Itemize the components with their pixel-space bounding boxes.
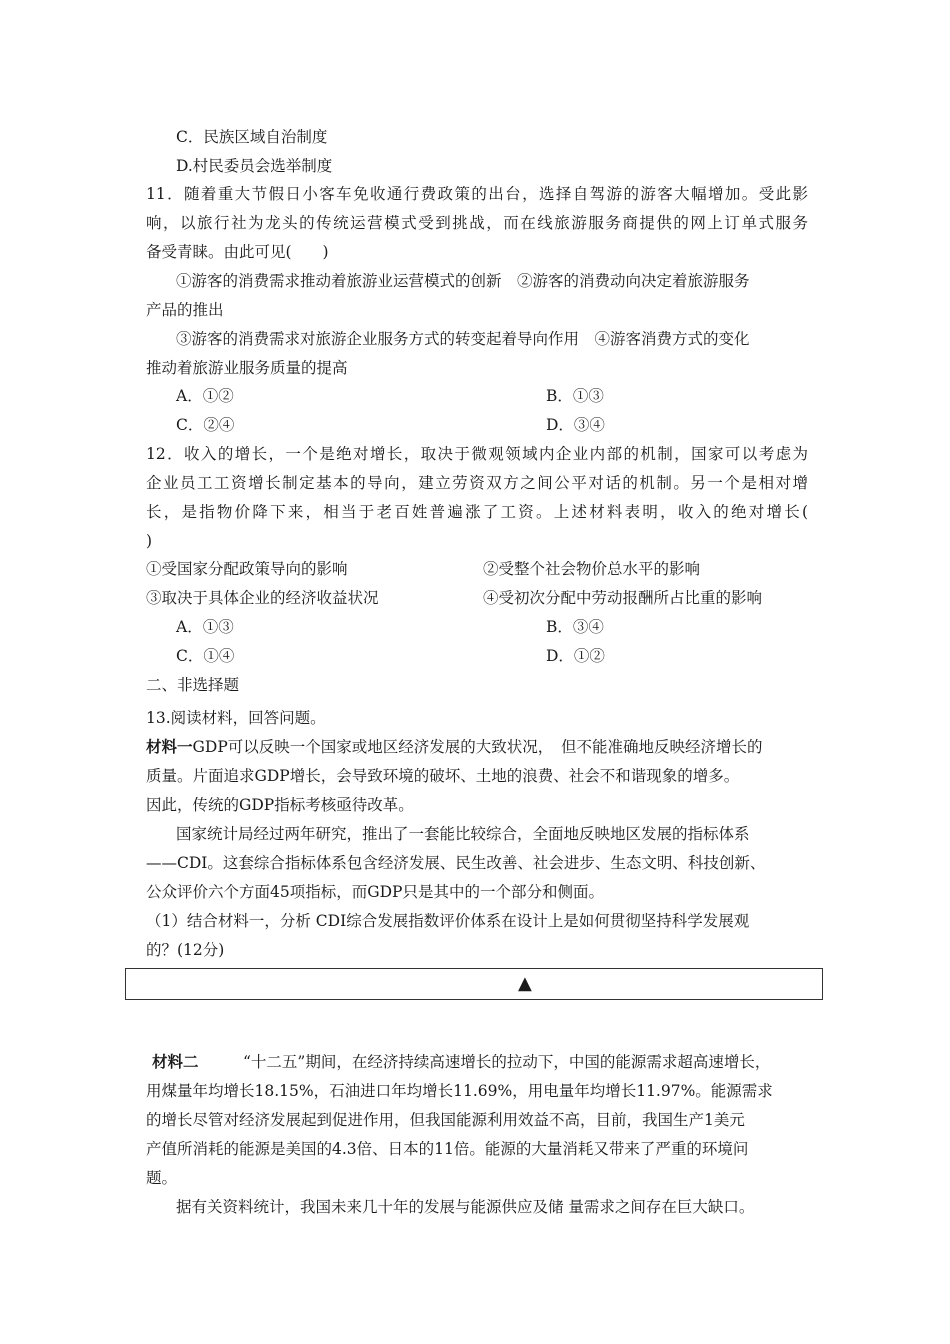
q13-material-2-line-2: 用煤量年均增长18.15%，石油进口年均增长11.69%，用电量年均增长11.97%。能源需求 xyxy=(146,1082,773,1100)
q10-option-d: D.村民委员会选举制度 xyxy=(176,157,333,175)
answer-marker-icon: ▲ xyxy=(518,973,532,994)
q13-material-2-line-5: 题。 xyxy=(146,1169,178,1187)
q11-stem-line-3: 备受青睐。由此可见( ) xyxy=(146,243,329,261)
q11-option-c: C．②④ xyxy=(176,416,235,434)
q13-material-1-para2-line-3: 公众评价六个方面45项指标，而GDP只是其中的一个部分和侧面。 xyxy=(146,883,604,901)
q13-material-1-line-3: 因此，传统的GDP指标考核亟待改革。 xyxy=(146,796,414,814)
q11-option-a: A．①② xyxy=(176,387,234,405)
q13-material-1-line-1 xyxy=(146,737,808,757)
q11-item-2-cont: 推动着旅游业服务质量的提高 xyxy=(146,359,348,377)
q12-item-4: ④受初次分配中劳动报酬所占比重的影响 xyxy=(483,589,763,607)
q12-stem-line-1: 12．收入的增长，一个是绝对增长，取决于微观领域内企业内部的机制，国家可以考虑为 xyxy=(146,445,808,463)
q13-material-1-para2-line-2: ——CDI。这套综合指标体系包含经济发展、民生改善、社会进步、生态文明、科技创新、 xyxy=(146,854,766,872)
q10-option-c: C．民族区域自治制度 xyxy=(176,128,328,146)
q12-stem-line-4: ) xyxy=(146,532,153,550)
q13-intro: 13.阅读材料，回答问题。 xyxy=(146,709,326,727)
material-1-label: 材料一 xyxy=(146,737,193,756)
section-heading: 二、非选择题 xyxy=(146,676,240,694)
q13-material-1-line-2: 质量。片面追求GDP增长，会导致环境的破坏、土地的浪费、社会不和谐现象的增多。 xyxy=(146,767,740,785)
q13-sub-question-1-line-2: 的？(12分) xyxy=(146,941,225,959)
q11-option-b: B．①③ xyxy=(546,387,604,405)
q11-item-2: ③游客的消费需求对旅游企业服务方式的转变起着导向作用 ④游客消费方式的变化 xyxy=(176,330,750,348)
q12-item-1: ①受国家分配政策导向的影响 xyxy=(146,560,348,578)
q12-item-3: ③取决于具体企业的经济收益状况 xyxy=(146,589,379,607)
q13-sub-question-1-line-1: （1）结合材料一，分析 CDI综合发展指数评价体系在设计上是如何贯彻坚持科学发展观 xyxy=(146,912,750,930)
q12-option-d: D．①② xyxy=(546,647,605,665)
material-2-label xyxy=(152,1052,199,1072)
q13-material-2-line-4: 产值所消耗的能源是美国的4.3倍、日本的11倍。能源的大量消耗又带来了严重的环境问 xyxy=(146,1140,749,1158)
q12-stem-line-2: 企业员工工资增长制定基本的导向，建立劳资双方之间公平对话的机制。另一个是相对增 xyxy=(146,474,808,492)
q13-material-2-line-1: “十二五”期间，在经济持续高速增长的拉动下，中国的能源需求超高速增长， xyxy=(243,1053,771,1071)
q12-option-b: B．③④ xyxy=(546,618,604,636)
q12-item-2: ②受整个社会物价总水平的影响 xyxy=(483,560,701,578)
q12-option-a: A．①③ xyxy=(176,618,234,636)
q13-material-1-para2-line-1: 国家统计局经过两年研究，推出了一套能比较综合，全面地反映地区发展的指标体系 xyxy=(176,825,750,843)
q12-option-c: C．①④ xyxy=(176,647,235,665)
q11-stem-line-1: 11．随着重大节假日小客车免收通行费政策的出台，选择自驾游的游客大幅增加。受此影 xyxy=(146,185,808,203)
q13-material-2-para2: 据有关资料统计，我国未来几十年的发展与能源供应及储 量需求之间存在巨大缺口。 xyxy=(176,1198,755,1216)
q11-option-d: D．③④ xyxy=(546,416,605,434)
q11-item-1-cont: 产品的推出 xyxy=(146,301,224,319)
q12-stem-line-3: 长，是指物价降下来，相当于老百姓普遍涨了工资。上述材料表明，收入的绝对增长( xyxy=(146,503,808,521)
answer-box[interactable] xyxy=(125,968,823,1000)
material-1-text: GDP可以反映一个国家或地区经济发展的大致状况， 但不能准确地反映经济增长的 xyxy=(192,738,763,756)
material-2-label-text: 材料二 xyxy=(152,1052,199,1071)
q11-stem-line-2: 响，以旅行社为龙头的传统运营模式受到挑战，而在线旅游服务商提供的网上订单式服务 xyxy=(146,214,808,232)
q13-material-2-line-3: 的增长尽管对经济发展起到促进作用，但我国能源利用效益不高，目前，我国生产1美元 xyxy=(146,1111,745,1129)
q11-item-1: ①游客的消费需求推动着旅游业运营模式的创新 ②游客的消费动向决定着旅游服务 xyxy=(176,272,750,290)
